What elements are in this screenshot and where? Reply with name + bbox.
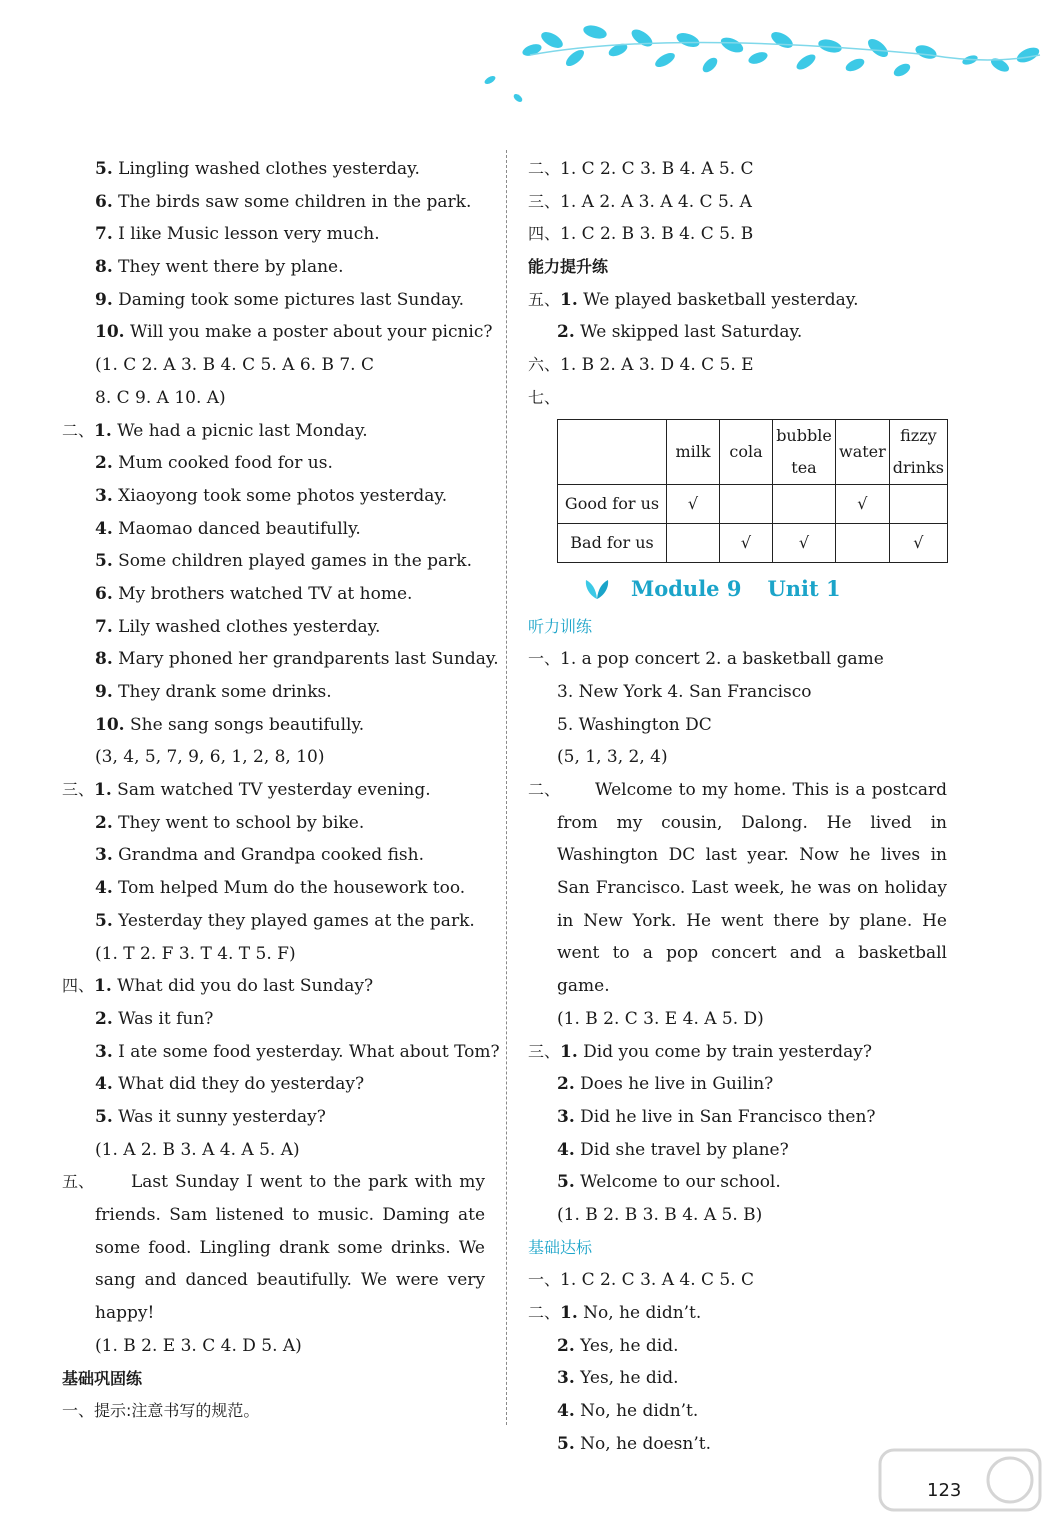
left-column xyxy=(62,153,500,1428)
table-cell: √ xyxy=(667,484,720,523)
paragraph-block xyxy=(528,774,958,1003)
list-item: 2. Does he live in Guilin? xyxy=(557,1074,774,1095)
list-item: 三、1. Sam watched TV yesterday evening. xyxy=(62,780,431,801)
list-item: 4. Did she travel by plane? xyxy=(557,1139,789,1160)
list-item: 3. Did he live in San Francisco then? xyxy=(557,1106,876,1127)
table-cell xyxy=(720,484,773,523)
list-item: 3. Xiaoyong took some photos yesterday. xyxy=(95,485,448,506)
column-divider xyxy=(506,150,507,1425)
table-row xyxy=(558,484,948,523)
answer-row: 二、1. C 2. C 3. B 4. A 5. C xyxy=(528,159,754,179)
list-item: 8. Mary phoned her grandparents last Sunday. xyxy=(95,649,499,670)
list-item: 3. I ate some food yesterday. What about Tom? xyxy=(95,1041,500,1062)
table-header-cell: fizzy drinks xyxy=(889,419,947,484)
answer-row: 一、1. C 2. C 3. A 4. C 5. C xyxy=(528,1270,755,1291)
list-item: 3. Grandma and Grandpa cooked fish. xyxy=(95,845,425,866)
list-item: 二、1. We had a picnic last Monday. xyxy=(62,420,368,441)
list-item: 5. Yesterday they played games at the park. xyxy=(95,910,475,931)
section-heading: 基础达标 xyxy=(528,1237,593,1257)
list-item: 4. Tom helped Mum do the housework too. xyxy=(95,878,466,899)
table-row-label: Bad for us xyxy=(558,523,667,562)
table-cell: √ xyxy=(773,523,836,562)
answer-key: 8. C 9. A 10. A) xyxy=(95,387,226,408)
answer-row: 三、1. A 2. A 3. A 4. C 5. A xyxy=(528,191,752,212)
paragraph-block xyxy=(62,1166,492,1330)
table-row xyxy=(558,523,948,562)
list-item: 10. She sang songs beautifully. xyxy=(95,714,365,735)
list-item: 4. What did they do yesterday? xyxy=(95,1074,365,1095)
answer-key: (3, 4, 5, 7, 9, 6, 1, 2, 8, 10) xyxy=(95,747,325,768)
right-column xyxy=(528,153,958,1460)
list-item: 3. Yes, he did. xyxy=(557,1368,679,1389)
table-header-cell: cola xyxy=(720,419,773,484)
list-item: 5. Lingling washed clothes yesterday. xyxy=(95,159,420,179)
table-cell: √ xyxy=(720,523,773,562)
table-cell xyxy=(836,523,890,562)
table-row-label: Good for us xyxy=(558,484,667,523)
table-cell: √ xyxy=(889,523,947,562)
section-marker: 五、 xyxy=(62,1172,95,1192)
answer-key: (1. B 2. C 3. E 4. A 5. D) xyxy=(557,1008,764,1029)
list-item: 三、1. Did you come by train yesterday? xyxy=(528,1041,872,1062)
list-item: 2. They went to school by bike. xyxy=(95,812,365,833)
paragraph: Welcome to my home. This is a postcard from my cousin, Dalong. He lived in Washington DC last year. Now he lives in San Francisco. Last week, he was on holiday in New York. He went there by plane. He went to a pop concert and a basketball game. xyxy=(557,779,947,997)
table-header-cell: water xyxy=(836,419,890,484)
list-item: 2. Was it fun? xyxy=(95,1008,214,1029)
list-item: 10. Will you make a poster about your picnic? xyxy=(95,322,493,343)
answer-row: 六、1. B 2. A 3. D 4. C 5. E xyxy=(528,355,754,376)
table-cell xyxy=(773,484,836,523)
list-item: 6. The birds saw some children in the park. xyxy=(95,191,472,212)
list-item: 四、1. What did you do last Sunday? xyxy=(62,976,374,997)
section-heading: 基础巩固练 xyxy=(62,1368,143,1388)
list-item: 一、1. a pop concert 2. a basketball game xyxy=(528,649,884,670)
list-item: 8. They went there by plane. xyxy=(95,257,344,278)
list-item: 4. No, he didn’t. xyxy=(557,1401,699,1422)
section-marker: 二、 xyxy=(528,779,561,799)
module-header xyxy=(528,567,958,611)
module-title: Module 9 Unit 1 xyxy=(631,576,841,601)
answer-key: (1. B 2. B 3. B 4. A 5. B) xyxy=(557,1204,763,1225)
section-heading: 听力训练 xyxy=(528,616,593,636)
list-item: 5. No, he doesn’t. xyxy=(557,1433,711,1454)
list-item: 7. I like Music lesson very much. xyxy=(95,224,380,245)
list-item: 6. My brothers watched TV at home. xyxy=(95,583,413,604)
list-item: 5. Washington DC xyxy=(557,714,712,735)
list-item: 一、提示:注意书写的规范。 xyxy=(62,1401,260,1421)
table-header-row xyxy=(558,419,948,484)
list-item: 二、1. No, he didn’t. xyxy=(528,1303,702,1324)
table-corner-cell xyxy=(558,419,667,484)
table-cell xyxy=(667,523,720,562)
list-item: 5. Welcome to our school. xyxy=(557,1172,781,1193)
answer-key: (1. B 2. E 3. C 4. D 5. A) xyxy=(95,1335,302,1356)
leaf-icon xyxy=(583,577,611,601)
section-heading: 能力提升练 xyxy=(528,257,609,277)
list-item: 3. New York 4. San Francisco xyxy=(557,681,812,702)
health-table xyxy=(557,419,948,563)
table-cell xyxy=(889,484,947,523)
table-cell: √ xyxy=(836,484,890,523)
list-item: 5. Some children played games in the park. xyxy=(95,551,473,572)
answer-key: (5, 1, 3, 2, 4) xyxy=(557,747,668,768)
section-marker: 七、 xyxy=(528,387,561,407)
list-item: 4. Maomao danced beautifully. xyxy=(95,518,361,539)
answer-key: (1. A 2. B 3. A 4. A 5. A) xyxy=(95,1139,300,1160)
table-header-cell: bubble tea xyxy=(773,419,836,484)
answer-row: 四、1. C 2. B 3. B 4. C 5. B xyxy=(528,224,754,245)
page-number: 123 xyxy=(927,1480,962,1501)
leaf-decoration xyxy=(470,10,1049,110)
list-item: 7. Lily washed clothes yesterday. xyxy=(95,616,381,637)
answer-key: (1. T 2. F 3. T 4. T 5. F) xyxy=(95,943,296,964)
answer-key: (1. C 2. A 3. B 4. C 5. A 6. B 7. C xyxy=(95,355,374,376)
paragraph: Last Sunday I went to the park with my friends. Sam listened to music. Daming ate some food. Lingling drank some drinks. We sang and danced beautifully. We were very happy! xyxy=(95,1172,485,1324)
list-item: 2. Mum cooked food for us. xyxy=(95,453,333,474)
list-item: 9. They drank some drinks. xyxy=(95,682,332,702)
list-item: 5. Was it sunny yesterday? xyxy=(95,1106,326,1127)
list-item: 2. Yes, he did. xyxy=(557,1335,679,1356)
table-header-cell: milk xyxy=(667,419,720,484)
list-item: 2. We skipped last Saturday. xyxy=(557,322,803,343)
list-item: 9. Daming took some pictures last Sunday. xyxy=(95,289,465,310)
list-item: 五、1. We played basketball yesterday. xyxy=(528,289,859,310)
